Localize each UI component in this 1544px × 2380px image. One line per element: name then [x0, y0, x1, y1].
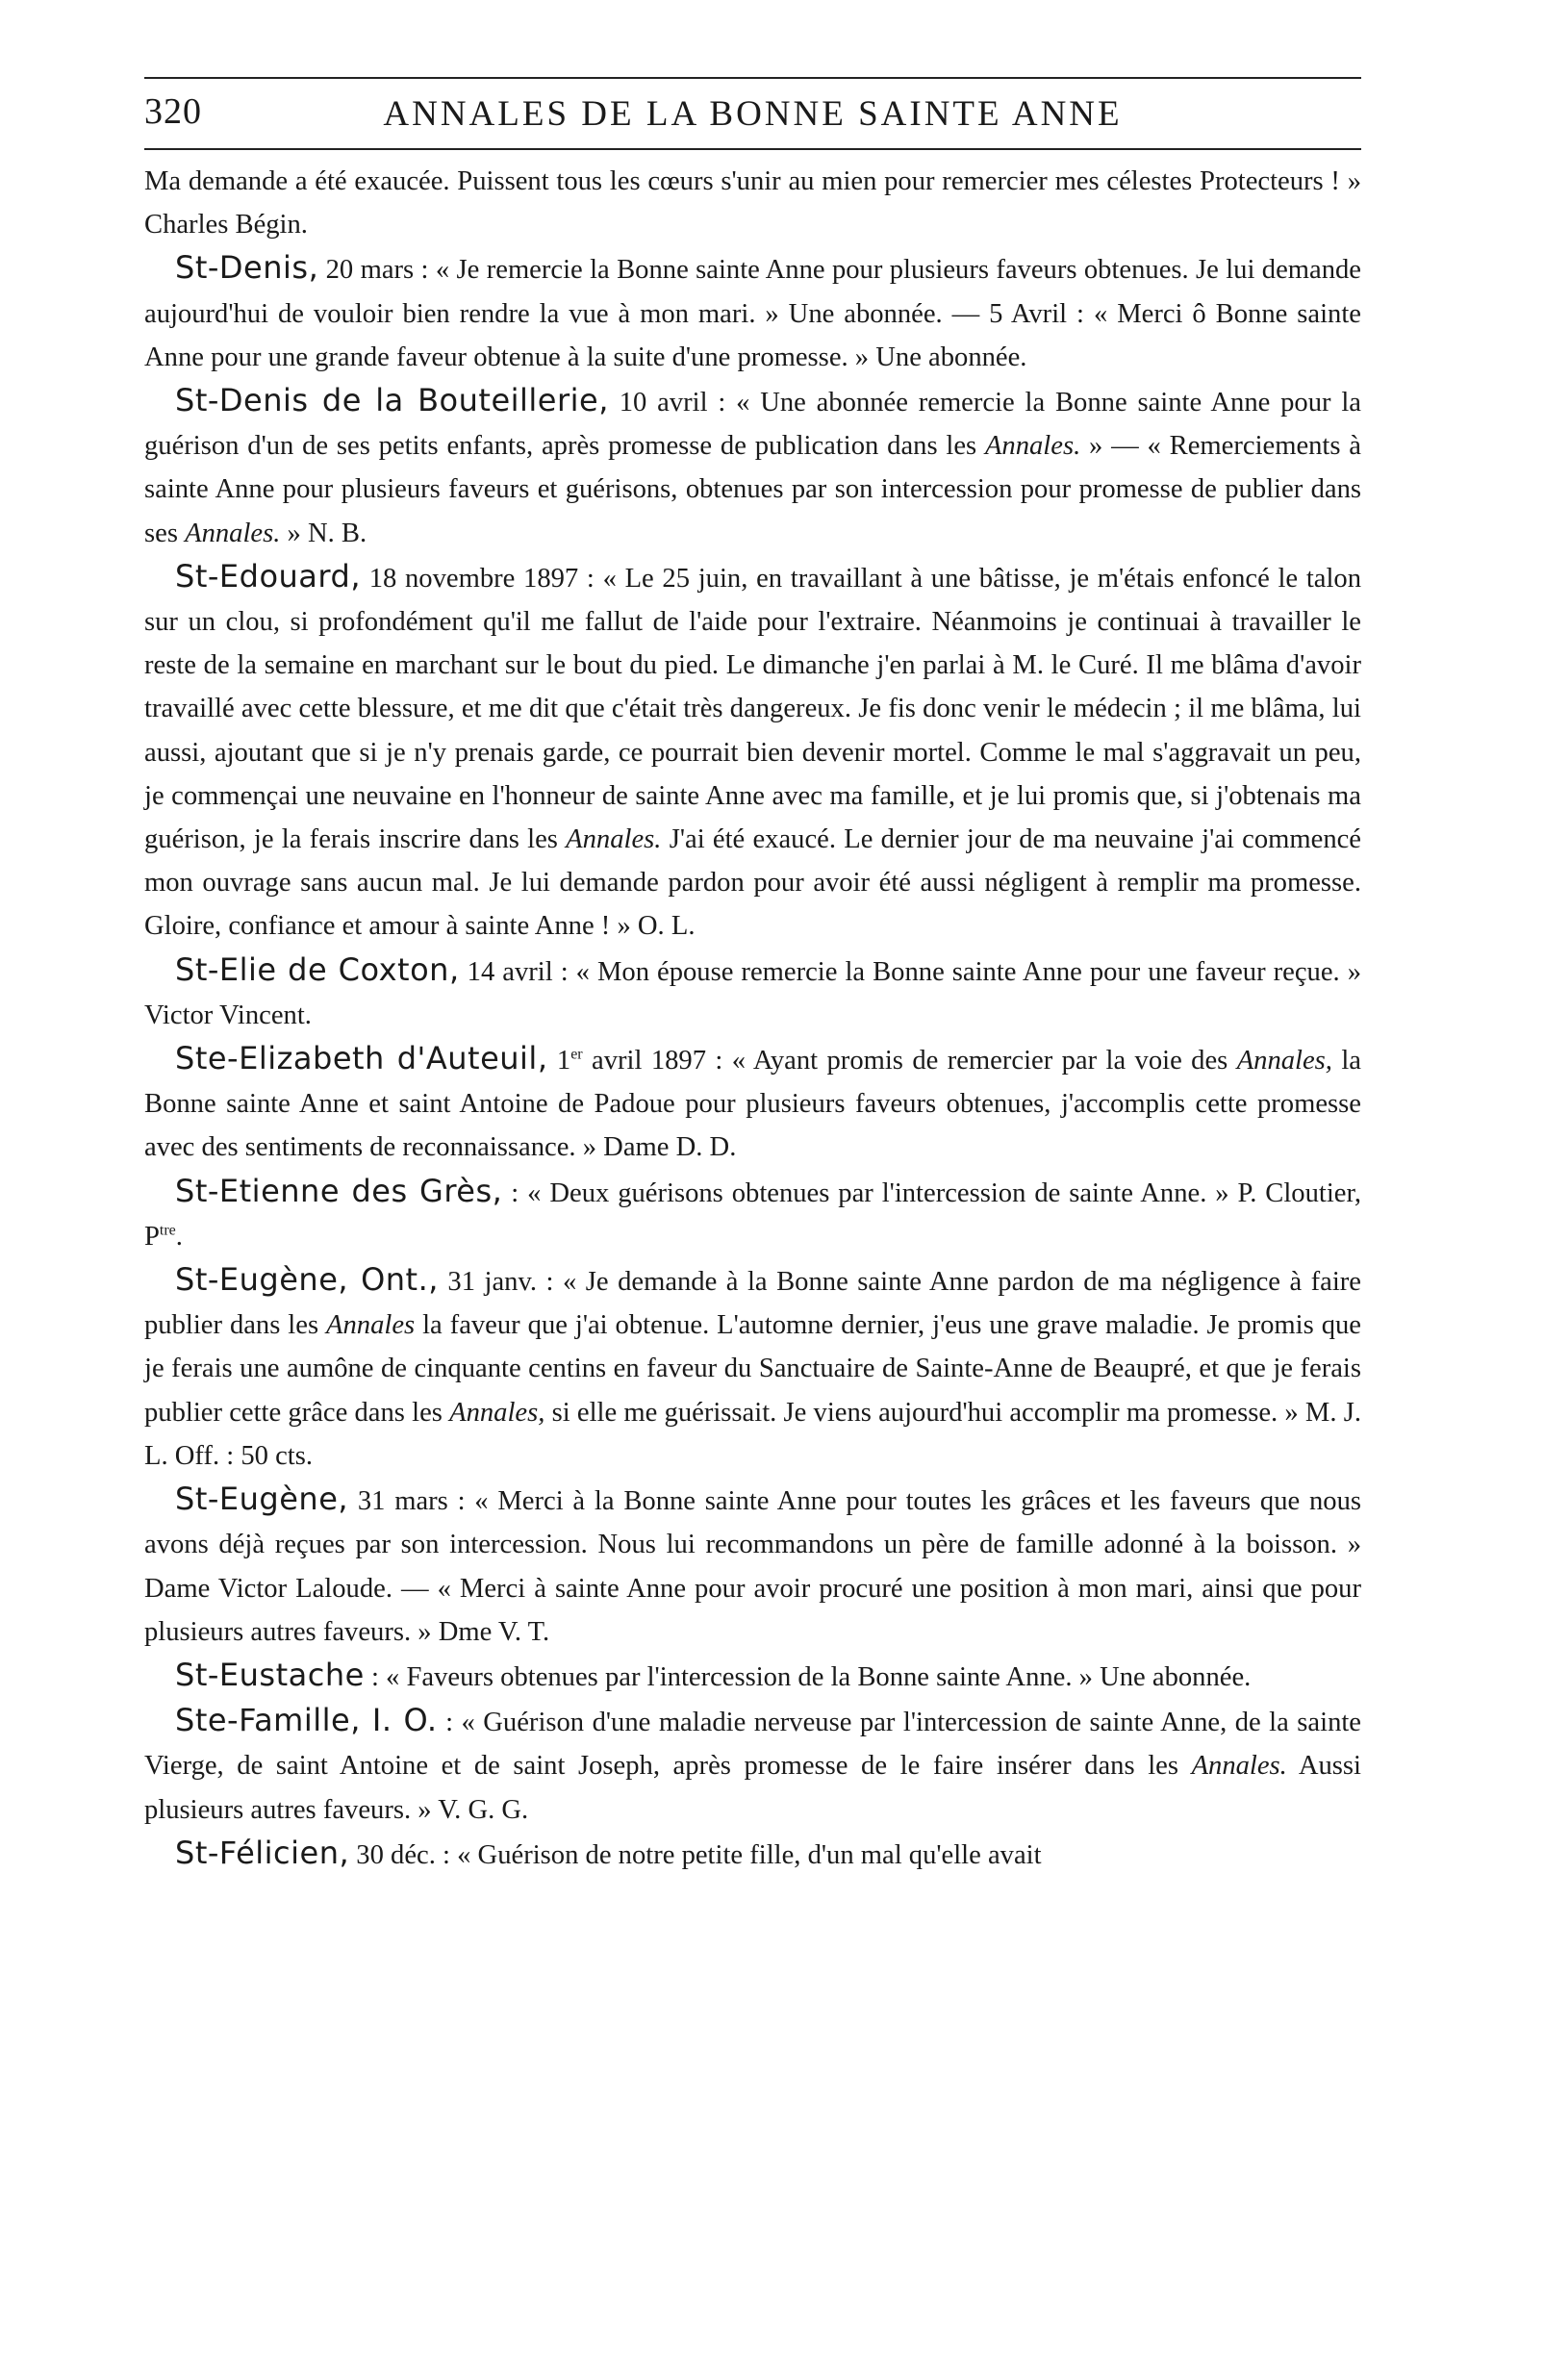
- entry-text: 30 déc. : « Guérison de notre petite fille, d'un mal qu'elle avait: [349, 1839, 1042, 1870]
- entry-place: St-Edouard,: [175, 557, 361, 595]
- entry-place: St-Denis de la Bouteillerie,: [175, 382, 609, 419]
- page-number: 320: [144, 91, 202, 132]
- entry-text: : « Guérison d'une maladie nerveuse par l'intercession de sainte Anne, de la sainte Vierge, de saint Antoine et de saint Joseph, après promesse de le faire insérer dans les: [144, 1708, 1362, 1782]
- entry-place: St-Eugène, Ont.,: [175, 1261, 439, 1299]
- running-header: [144, 77, 1361, 150]
- entry-text: si elle me guérissait. Je viens aujourd'hui accomplir ma promesse. » M. J. L. Off. : 50 cts.: [144, 1397, 1361, 1471]
- annales-title: Annales.: [566, 824, 662, 855]
- title-superscript: tre: [159, 1222, 176, 1239]
- entry-st-denis-bouteillerie: [144, 379, 1361, 555]
- entry-text: avril 1897 : « Ayant promis de remercier par la voie des: [582, 1046, 1237, 1076]
- entry-place: St-Denis,: [175, 249, 319, 287]
- entry-text: 10 avril : « Une abonnée remercie la Bonne sainte Anne pour la guérison d'un de ses petits enfants, après promesse de publication dans les: [144, 388, 1361, 462]
- annales-title: Annales.: [1191, 1751, 1287, 1782]
- annales-title: Annales: [326, 1310, 416, 1341]
- entry-text: 31 mars : « Merci à la Bonne sainte Anne pour toutes les grâces et les faveurs que nous avons déjà reçues par son intercession. Nous lui recommandons un père de famille adonné à la boisson. » Dame Victor Laloude. — « Merci à sainte Anne pour avoir procuré une position à mon mari, ainsi que pour plusieurs autres faveurs. » Dme V. T.: [144, 1486, 1361, 1647]
- entry-text: la faveur que j'ai obtenue. L'automne dernier, j'eus une grave maladie. Je promis que je ferais une aumône de cinquante centins en faveur du Sanctuaire de Sainte-Anne de Beaupré, et que je ferais publier cette grâce dans les: [144, 1310, 1361, 1428]
- entry-place: St-Félicien,: [175, 1834, 350, 1871]
- entry-place: Ste-Famille, I. O.: [175, 1702, 438, 1739]
- entry-st-eustache: [144, 1654, 1361, 1699]
- ordinal-superscript: er: [570, 1046, 583, 1063]
- entry-st-elie-de-coxton: [144, 949, 1361, 1037]
- entry-text: 1: [547, 1046, 571, 1076]
- entry-text: .: [175, 1221, 183, 1252]
- entry-st-denis: [144, 246, 1361, 379]
- page: [144, 67, 1361, 2357]
- entry-ste-elizabeth-auteuil: [144, 1037, 1361, 1170]
- entry-place: St-Eustache: [175, 1656, 365, 1693]
- entry-text: la Bonne sainte Anne et saint Antoine de Padoue pour plusieurs faveurs obtenues, j'accomplis cette promesse avec des sentiments de reconnaissance. » Dame D. D.: [144, 1046, 1361, 1163]
- annales-title: Annales,: [1236, 1046, 1332, 1076]
- entry-place: St-Elie de Coxton,: [175, 950, 460, 988]
- entry-text: 20 mars : « Je remercie la Bonne sainte Anne pour plusieurs faveurs obtenues. Je lui demande aujourd'hui de vouloir bien rendre la vue à mon mari. » Une abonnée. — 5 Avril : « Merci ô Bonne sainte Anne pour une grande faveur obtenue à la suite d'une promesse. » Une abonnée.: [144, 255, 1361, 372]
- entry-place: St-Eugène,: [175, 1481, 349, 1518]
- entry-ste-famille: [144, 1699, 1361, 1832]
- entry-text: Ma demande a été exaucée. Puissent tous les cœurs s'unir au mien pour remercier mes célestes Protecteurs ! » Charles Bégin.: [144, 166, 1361, 241]
- entry-st-eugene: [144, 1478, 1361, 1654]
- entry-text: » — « Remerciements à sainte Anne pour plusieurs faveurs et guérisons, obtenues par son intercession pour promesse de publier dans ses: [144, 431, 1362, 548]
- entry-text: : « Deux guérisons obtenues par l'intercession de sainte Anne. » P. Cloutier, P: [144, 1177, 1362, 1252]
- entry-place: Ste-Elizabeth d'Auteuil,: [175, 1040, 548, 1077]
- annales-title: Annales.: [984, 431, 1081, 462]
- annales-title: Annales.: [185, 518, 281, 548]
- annales-title: Annales,: [449, 1397, 545, 1428]
- entry-continuation: [144, 160, 1361, 246]
- running-title: ANNALES DE LA BONNE SAINTE ANNE: [383, 93, 1123, 134]
- entry-st-eugene-ont: [144, 1258, 1361, 1478]
- entry-text: 14 avril : « Mon épouse remercie la Bonne sainte Anne pour une faveur reçue. » Victor Vincent.: [144, 956, 1362, 1030]
- entry-st-felicien: [144, 1832, 1361, 1877]
- entry-st-edouard: [144, 555, 1361, 949]
- entry-text: J'ai été exaucé. Le dernier jour de ma neuvaine j'ai commencé mon ouvrage sans aucun mal. Je lui demande pardon pour avoir été aussi négligent à remplir ma promesse. Gloire, confiance et amour à sainte Anne ! » O. L.: [144, 824, 1361, 942]
- entry-text: 31 janv. : « Je demande à la Bonne sainte Anne pardon de ma négligence à faire publier dans les: [144, 1267, 1362, 1341]
- entry-text: : « Faveurs obtenues par l'intercession de la Bonne sainte Anne. » Une abonnée.: [364, 1661, 1252, 1692]
- page-body: [144, 160, 1361, 1877]
- entry-text: 18 novembre 1897 : « Le 25 juin, en travaillant à une bâtisse, je m'étais enfoncé le talon sur un clou, si profondément qu'il me fallut de l'aide pour l'extraire. Néanmoins je continuai à travailler le reste de la semaine en marchant sur le bout du pied. Le dimanche j'en parlai à M. le Curé. Il me blâma d'avoir travaillé avec cette blessure, et me dit que c'était très dangereux. Je fis donc venir le médecin ; il me blâma, lui aussi, ajoutant que si je n'y prenais garde, ce pourrait bien devenir mortel. Comme le mal s'aggravait un peu, je commençai une neuvaine en l'honneur de sainte Anne avec ma famille, et je lui promis que, si j'obtenais ma guérison, je la ferais inscrire dans les: [144, 563, 1361, 855]
- entry-place: St-Etienne des Grès,: [175, 1172, 503, 1209]
- entry-text: » N. B.: [280, 518, 367, 548]
- entry-st-etienne-des-gres: [144, 1170, 1361, 1258]
- entry-text: Aussi plusieurs autres faveurs. » V. G. G.: [144, 1751, 1361, 1825]
